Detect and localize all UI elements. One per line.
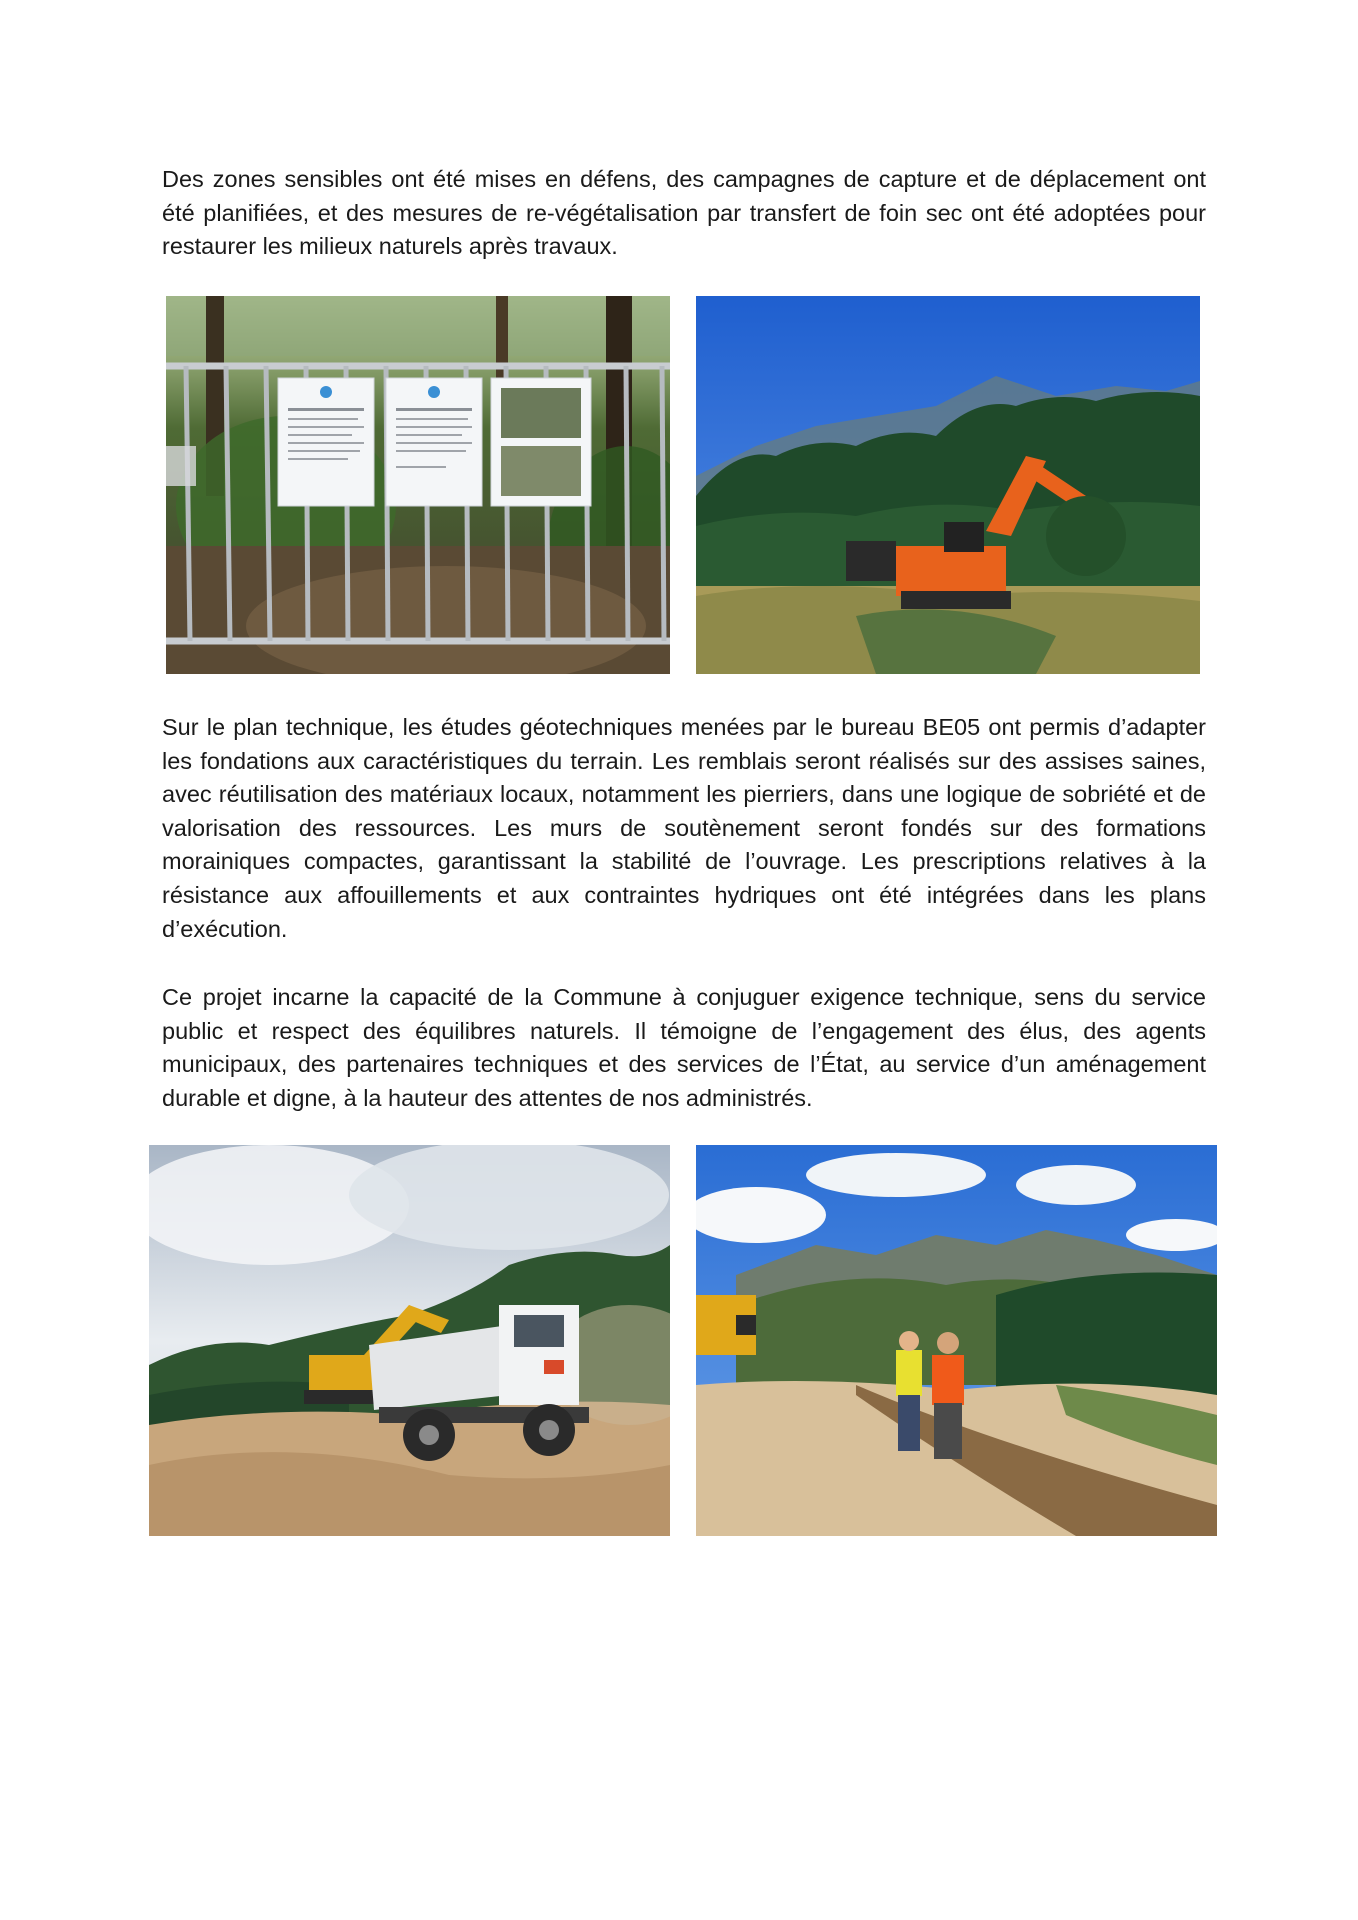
intro-paragraph: Des zones sensibles ont été mises en défens, des campagnes de capture et de déplacement ont été planifiées, et des mesures de re-végétalisation par transfert de foin sec ont été adoptées pour restaurer les milieux naturels après travaux. bbox=[162, 166, 1206, 260]
photo-dump-truck bbox=[149, 1145, 670, 1536]
photo-barrier-notices bbox=[166, 296, 670, 674]
photo-workers-trench bbox=[696, 1145, 1217, 1536]
technical-paragraph: Sur le plan technique, les études géotechniques menées par le bureau BE05 ont permis d’adapter les fondations aux caractéristiques du terrain. Les remblais seront réalisés sur des assises saines, avec réutilisation des matériaux locaux, notamment les pierriers, dans une logique de sobriété et de valorisation des ressources. Les murs de soutènement seront fondés sur des formations morainiques compactes, garantissant la stabilité de l’ouvrage. Les prescriptions relatives à la résistance aux affouillements et aux contraintes hydriques ont été intégrées dans les plans d’exécution. bbox=[162, 714, 1206, 942]
conclusion-paragraph: Ce projet incarne la capacité de la Commune à conjuguer exigence technique, sens du service public et respect des équilibres naturels. Il témoigne de l’engagement des élus, des agents municipaux, des partenaires techniques et des services de l’État, au service d’un aménagement durable et digne, à la hauteur des attentes de nos administrés. bbox=[162, 984, 1206, 1111]
photo-orange-excavator bbox=[696, 296, 1200, 674]
